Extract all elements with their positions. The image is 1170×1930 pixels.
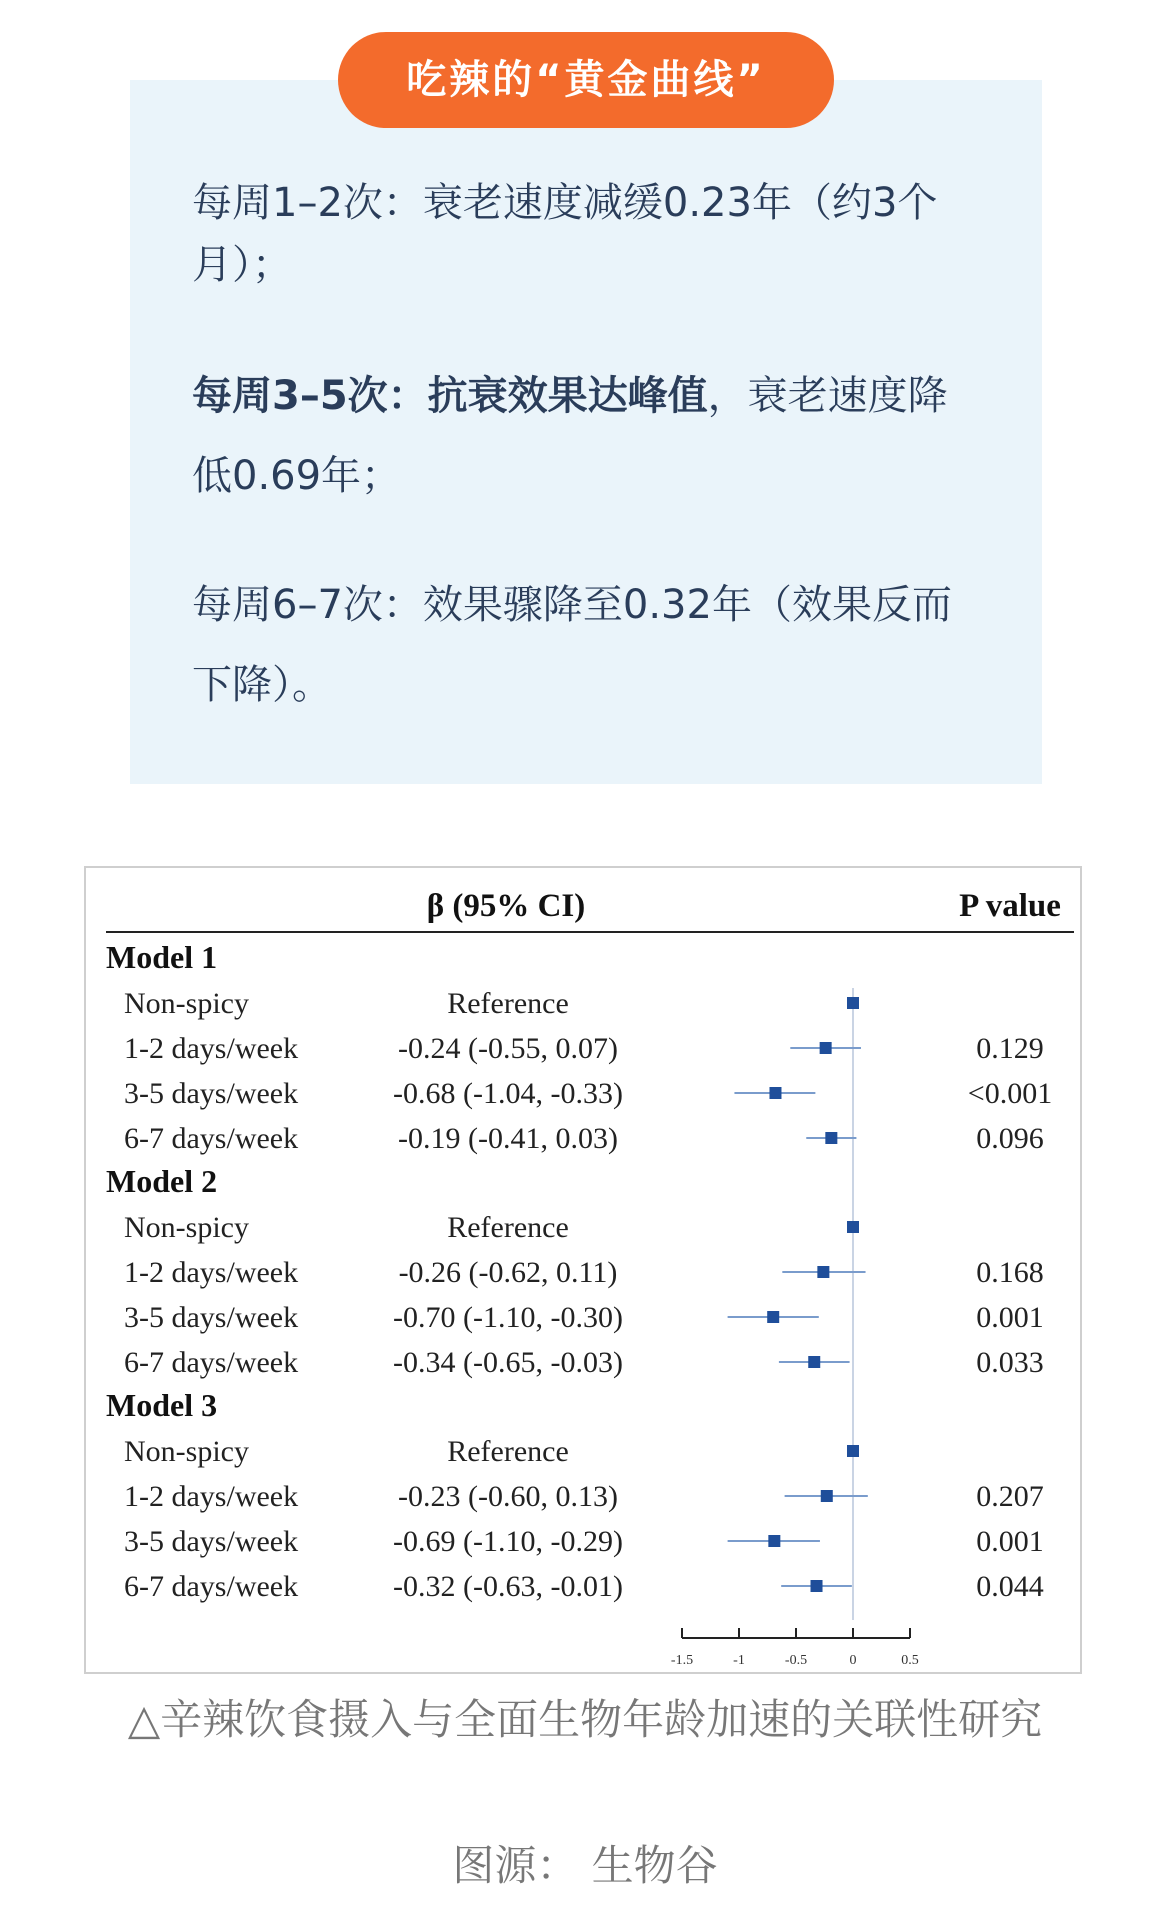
row-p-value: <0.001 — [967, 1077, 1053, 1110]
row-p-value: 0.044 — [976, 1570, 1044, 1603]
row-label: 1-2 days/week — [124, 1032, 299, 1065]
row-label: Non-spicy — [124, 987, 249, 1020]
row-p-value: 0.129 — [976, 1032, 1044, 1065]
point-estimate-marker — [821, 1490, 833, 1502]
row-label: 3-5 days/week — [124, 1077, 299, 1110]
row-estimate: -0.26 (-0.62, 0.11) — [398, 1256, 618, 1289]
row-p-value: 0.207 — [976, 1480, 1044, 1513]
model-heading: Model 3 — [106, 1387, 218, 1423]
column-header-estimate: β (95% CI) — [426, 888, 586, 924]
row-estimate: Reference — [447, 1435, 569, 1468]
figure-caption: △辛辣饮食摄入与全面生物年龄加速的关联性研究 — [127, 1695, 1043, 1744]
row-label: Non-spicy — [124, 1435, 249, 1468]
point-estimate-marker — [825, 1132, 837, 1144]
x-axis-tick-label: -1 — [733, 1653, 745, 1668]
x-axis-tick-label: -1.5 — [670, 1653, 694, 1668]
row-label: 3-5 days/week — [124, 1301, 299, 1334]
row-estimate: -0.68 (-1.04, -0.33) — [393, 1077, 623, 1110]
row-label: 6-7 days/week — [124, 1122, 299, 1155]
point-estimate-marker — [820, 1042, 832, 1054]
point-estimate-marker — [847, 1221, 859, 1233]
forest-plot — [86, 868, 1080, 1672]
callout-point-2-rest: ，衰老速度降低0.69年； — [192, 373, 948, 499]
callout-point-3: 每周6–7次：效果骤降至0.32年（效果反而下降）。 — [192, 582, 952, 708]
figure-source: 图源： 生物谷 — [452, 1841, 718, 1890]
x-axis-tick-label: -0.5 — [784, 1653, 808, 1668]
x-axis-tick-label: 0.5 — [901, 1653, 919, 1668]
point-estimate-marker — [769, 1087, 781, 1099]
row-estimate: -0.32 (-0.63, -0.01) — [393, 1570, 623, 1603]
row-estimate: Reference — [447, 987, 569, 1020]
model-heading: Model 2 — [106, 1163, 218, 1199]
callout-point-2-highlight: 每周3–5次：抗衰效果达峰值 — [192, 373, 708, 419]
row-label: 1-2 days/week — [124, 1256, 299, 1289]
row-estimate: -0.19 (-0.41, 0.03) — [398, 1122, 618, 1155]
row-p-value: 0.033 — [976, 1346, 1044, 1379]
callout-point-2 — [192, 356, 972, 516]
x-axis-tick-label: 0 — [849, 1653, 857, 1668]
row-p-value: 0.001 — [976, 1301, 1044, 1334]
point-estimate-marker — [847, 997, 859, 1009]
row-label: Non-spicy — [124, 1211, 249, 1244]
forest-plot-figure — [84, 866, 1082, 1674]
row-p-value: 0.001 — [976, 1525, 1044, 1558]
row-estimate: -0.69 (-1.10, -0.29) — [393, 1525, 623, 1558]
point-estimate-marker — [808, 1356, 820, 1368]
row-label: 1-2 days/week — [124, 1480, 299, 1513]
point-estimate-marker — [767, 1311, 779, 1323]
row-estimate: Reference — [447, 1211, 569, 1244]
row-estimate: -0.23 (-0.60, 0.13) — [398, 1480, 618, 1513]
row-estimate: -0.70 (-1.10, -0.30) — [393, 1301, 623, 1334]
point-estimate-marker — [847, 1445, 859, 1457]
point-estimate-marker — [811, 1580, 823, 1592]
row-estimate: -0.24 (-0.55, 0.07) — [398, 1032, 618, 1065]
row-label: 3-5 days/week — [124, 1525, 299, 1558]
column-header-p-value: P value — [959, 888, 1061, 924]
point-estimate-marker — [817, 1266, 829, 1278]
callout-point-1: 每周1–2次：衰老速度减缓0.23年（约3个月）； — [192, 180, 938, 288]
point-estimate-marker — [768, 1535, 780, 1547]
row-label: 6-7 days/week — [124, 1346, 299, 1379]
row-p-value: 0.096 — [976, 1122, 1044, 1155]
row-p-value: 0.168 — [976, 1256, 1044, 1289]
row-label: 6-7 days/week — [124, 1570, 299, 1603]
row-estimate: -0.34 (-0.65, -0.03) — [393, 1346, 623, 1379]
model-heading: Model 1 — [106, 939, 218, 975]
callout-title-badge: 吃辣的“黄金曲线” — [338, 32, 834, 128]
